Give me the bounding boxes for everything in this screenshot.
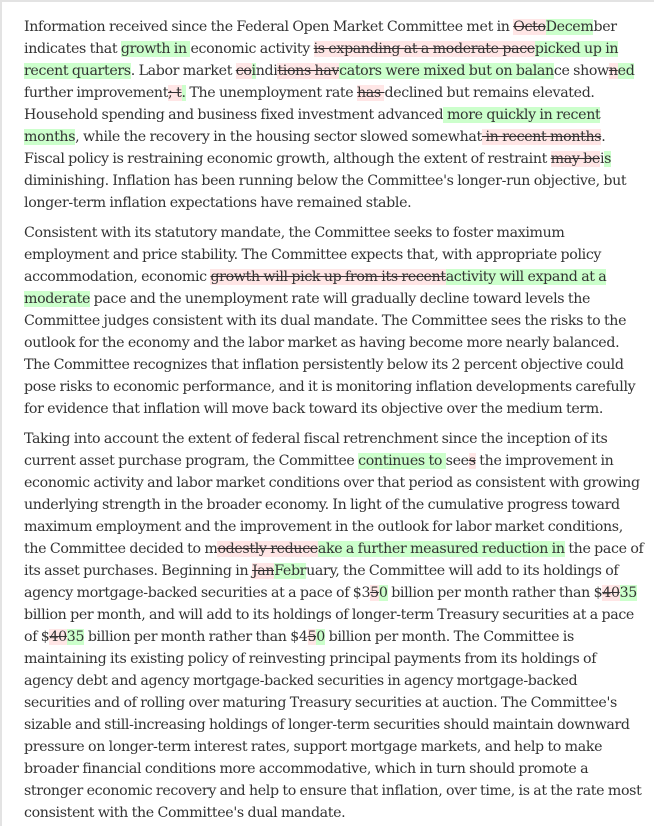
inserted-text: 35 <box>66 629 85 645</box>
inserted-text: 0 <box>378 585 388 601</box>
inserted-text: picked up in recent quarters <box>24 41 619 79</box>
inserted-text: activity will expand at a moderate <box>24 269 607 307</box>
inserted-text: i <box>251 63 256 79</box>
deleted-text: growth will pick up from its recent <box>210 269 446 285</box>
unchanged-text: The unemployment rate <box>185 85 357 101</box>
inserted-text: s <box>604 151 612 167</box>
deleted-text: s <box>468 453 476 469</box>
unchanged-text: ber indicates that <box>24 19 617 57</box>
deleted-text: 40 <box>602 585 620 601</box>
unchanged-text: see <box>445 453 469 469</box>
inserted-text: . <box>181 85 186 101</box>
unchanged-text: the pace of its asset purchases. Beginning in <box>24 541 644 579</box>
deleted-text: in recent months <box>481 129 602 145</box>
deleted-text: tions hav <box>277 63 340 79</box>
inserted-text: 35 <box>619 585 637 601</box>
unchanged-text: diminishing. Inflation has been running below the Committee's longer-run objective, but longer-term inflation expectations have remained stable. <box>24 173 627 211</box>
deleted-text: co <box>235 63 252 79</box>
deleted-text: ; t <box>168 85 182 101</box>
unchanged-text: further improvement <box>24 85 169 101</box>
unchanged-text: billion per month rather than $4 <box>84 629 308 645</box>
inserted-text: Decem <box>545 19 594 35</box>
inserted-text: ake a further measured reduction in <box>317 541 565 557</box>
deleted-text: odestly reduce <box>217 541 318 557</box>
unchanged-text: i <box>599 151 605 167</box>
inserted-text: growth in <box>120 41 191 57</box>
diff-document <box>24 16 644 832</box>
inserted-text: cators were mixed but on balan <box>339 63 554 79</box>
unchanged-text: pace and the unemployment rate will gradually decline toward levels the Committee judges consistent with its dual mandate. The Committee sees the risks to the outlook for the economy and the labor market as having become more nearly balanced. The Committee recognizes that inflation persistently below its 2 percent objective could pose risks to economic performance, and it is monitoring inflation developments carefully for evidence that inflation will move back toward its objective over the medium term. <box>24 291 636 417</box>
inserted-text: ed <box>617 63 635 79</box>
deleted-text: 5 <box>307 629 317 645</box>
unchanged-text: . Fiscal policy is restraining economic growth, although the extent of restraint <box>24 129 606 167</box>
unchanged-text: . Labor market <box>130 63 236 79</box>
unchanged-text: , while the recovery in the housing sector slowed somewhat <box>75 129 482 145</box>
unchanged-text: ce show <box>553 63 609 79</box>
unchanged-text: Consistent with its statutory mandate, the Committee seeks to foster maximum employment and price stability. The Committee expects that, with appropriate policy accommodation, economic <box>24 225 602 285</box>
unchanged-text: Information received since the Federal Open Market Committee met in <box>24 19 514 35</box>
inserted-text: more quickly in recent months <box>24 107 601 145</box>
deleted-text: n <box>608 63 618 79</box>
unchanged-text: Taking into account the extent of federal fiscal retrenchment since the inception of its current asset purchase program, the Committee <box>24 431 608 469</box>
inserted-text: 0 <box>316 629 325 645</box>
inserted-text: continues to <box>358 453 446 469</box>
paragraph-1 <box>24 16 644 214</box>
deleted-text: Octo <box>513 19 546 35</box>
paragraph-3 <box>24 428 644 824</box>
unchanged-text: economic activity <box>190 41 314 57</box>
deleted-text: has <box>356 85 385 101</box>
unchanged-text: billion per month, and will add to its holdings of longer-term Treasury securities at a pace of $ <box>24 607 634 645</box>
paragraph-2 <box>24 222 644 420</box>
deleted-text: may be <box>550 151 600 167</box>
unchanged-text: uary, the Committee will add to its holdings of agency mortgage-backed securities at a pace of $3 <box>24 563 619 601</box>
deleted-text: 5 <box>370 585 379 601</box>
unchanged-text: the improvement in economic activity and labor market conditions over that period as consistent with growing underlying strength in the broader economy. In light of the cumulative progress toward maximum employment and the improvement in the outlook for labor market conditions, the Committee decided to m <box>24 453 640 557</box>
inserted-text: Febr <box>274 563 307 579</box>
unchanged-text: declined but remains elevated. Household spending and business fixed investment advanced <box>24 85 595 123</box>
unchanged-text: billion per month. The Committee is maintaining its existing policy of reinvesting principal payments from its holdings of agency debt and agency mortgage-backed securities in agency mortgage-backed securities and of rolling over maturing Treasury securities at auction. The Committee's sizable and still-increasing holdings of longer-term securities should maintain downward pressure on longer-term interest rates, support mortgage markets, and help to make broader financial conditions more accommodative, which in turn should promote a stronger economic recovery and help to ensure that inflation, over time, is at the rate most consistent with the Committee's dual mandate. <box>24 629 642 821</box>
deleted-text: is expanding at a moderate pace <box>313 41 535 57</box>
unchanged-text: billion per month rather than $ <box>387 585 603 601</box>
deleted-text: Jan <box>251 563 275 579</box>
deleted-text: 40 <box>49 629 67 645</box>
unchanged-text: ndi <box>255 63 278 79</box>
